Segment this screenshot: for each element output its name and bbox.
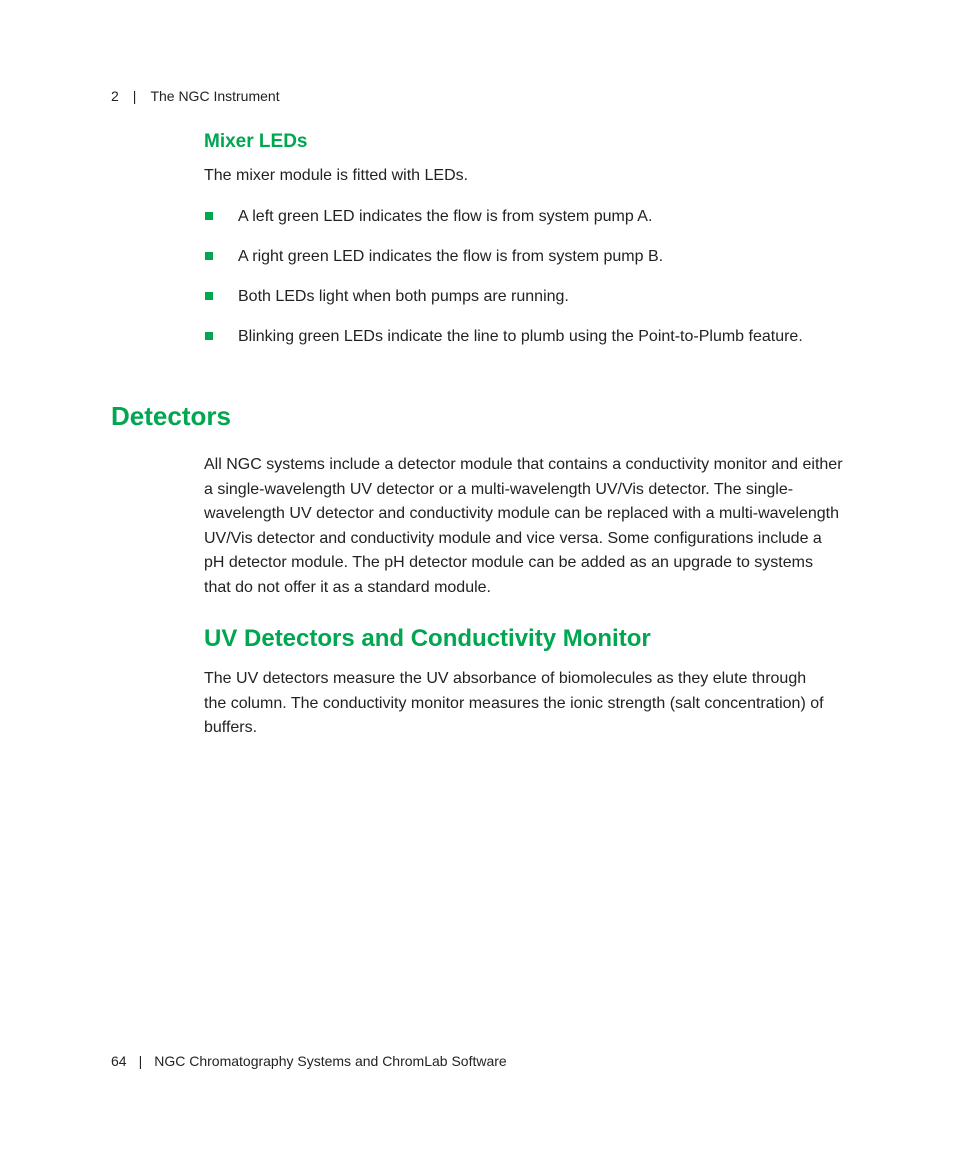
square-bullet-icon	[205, 332, 213, 340]
running-footer	[111, 1052, 507, 1070]
detectors-paragraph: All NGC systems include a detector module that contains a conductivity monitor and either a single-wavelength UV detector or a multi-wavelength UV/Vis detector. The single-wavelength UV detector and conductivity module can be replaced with a multi-wavelength UV/Vis detector and conductivity module and vice versa. Some configurations include a pH detector module. The pH detector module can be added as an upgrade to systems that do not offer it as a standard module.	[204, 456, 843, 596]
detectors-heading: Detectors	[111, 401, 231, 431]
running-header	[111, 87, 280, 105]
list-item	[204, 204, 824, 229]
square-bullet-icon	[205, 252, 213, 260]
square-bullet-icon	[205, 212, 213, 220]
footer-separator: |	[138, 1053, 143, 1069]
uv-detectors-paragraph: The UV detectors measure the UV absorbance of biomolecules as they elute through the column. The conductivity monitor measures the ionic strength (salt concentration) of buffers.	[204, 670, 824, 737]
header-section-title: The NGC Instrument	[150, 88, 280, 104]
list-item-text: A right green LED indicates the flow is from system pump B.	[238, 248, 664, 265]
list-item-text: Blinking green LEDs indicate the line to plumb using the Point-to-Plumb feature.	[238, 328, 803, 345]
header-page-number: 2	[111, 88, 119, 104]
square-bullet-icon	[205, 292, 213, 300]
list-item-text: A left green LED indicates the flow is from system pump A.	[238, 208, 653, 225]
list-item	[204, 244, 824, 269]
footer-book-title: NGC Chromatography Systems and ChromLab Software	[154, 1053, 507, 1069]
list-item	[204, 284, 824, 309]
header-separator: |	[132, 88, 137, 104]
mixer-leds-intro: The mixer module is fitted with LEDs.	[204, 167, 469, 184]
list-item-text: Both LEDs light when both pumps are running.	[238, 288, 569, 305]
list-item	[204, 324, 824, 349]
footer-page-number: 64	[111, 1053, 127, 1069]
mixer-leds-heading: Mixer LEDs	[204, 131, 308, 152]
uv-detectors-heading: UV Detectors and Conductivity Monitor	[204, 625, 651, 652]
mixer-leds-bullet-list	[204, 204, 824, 364]
